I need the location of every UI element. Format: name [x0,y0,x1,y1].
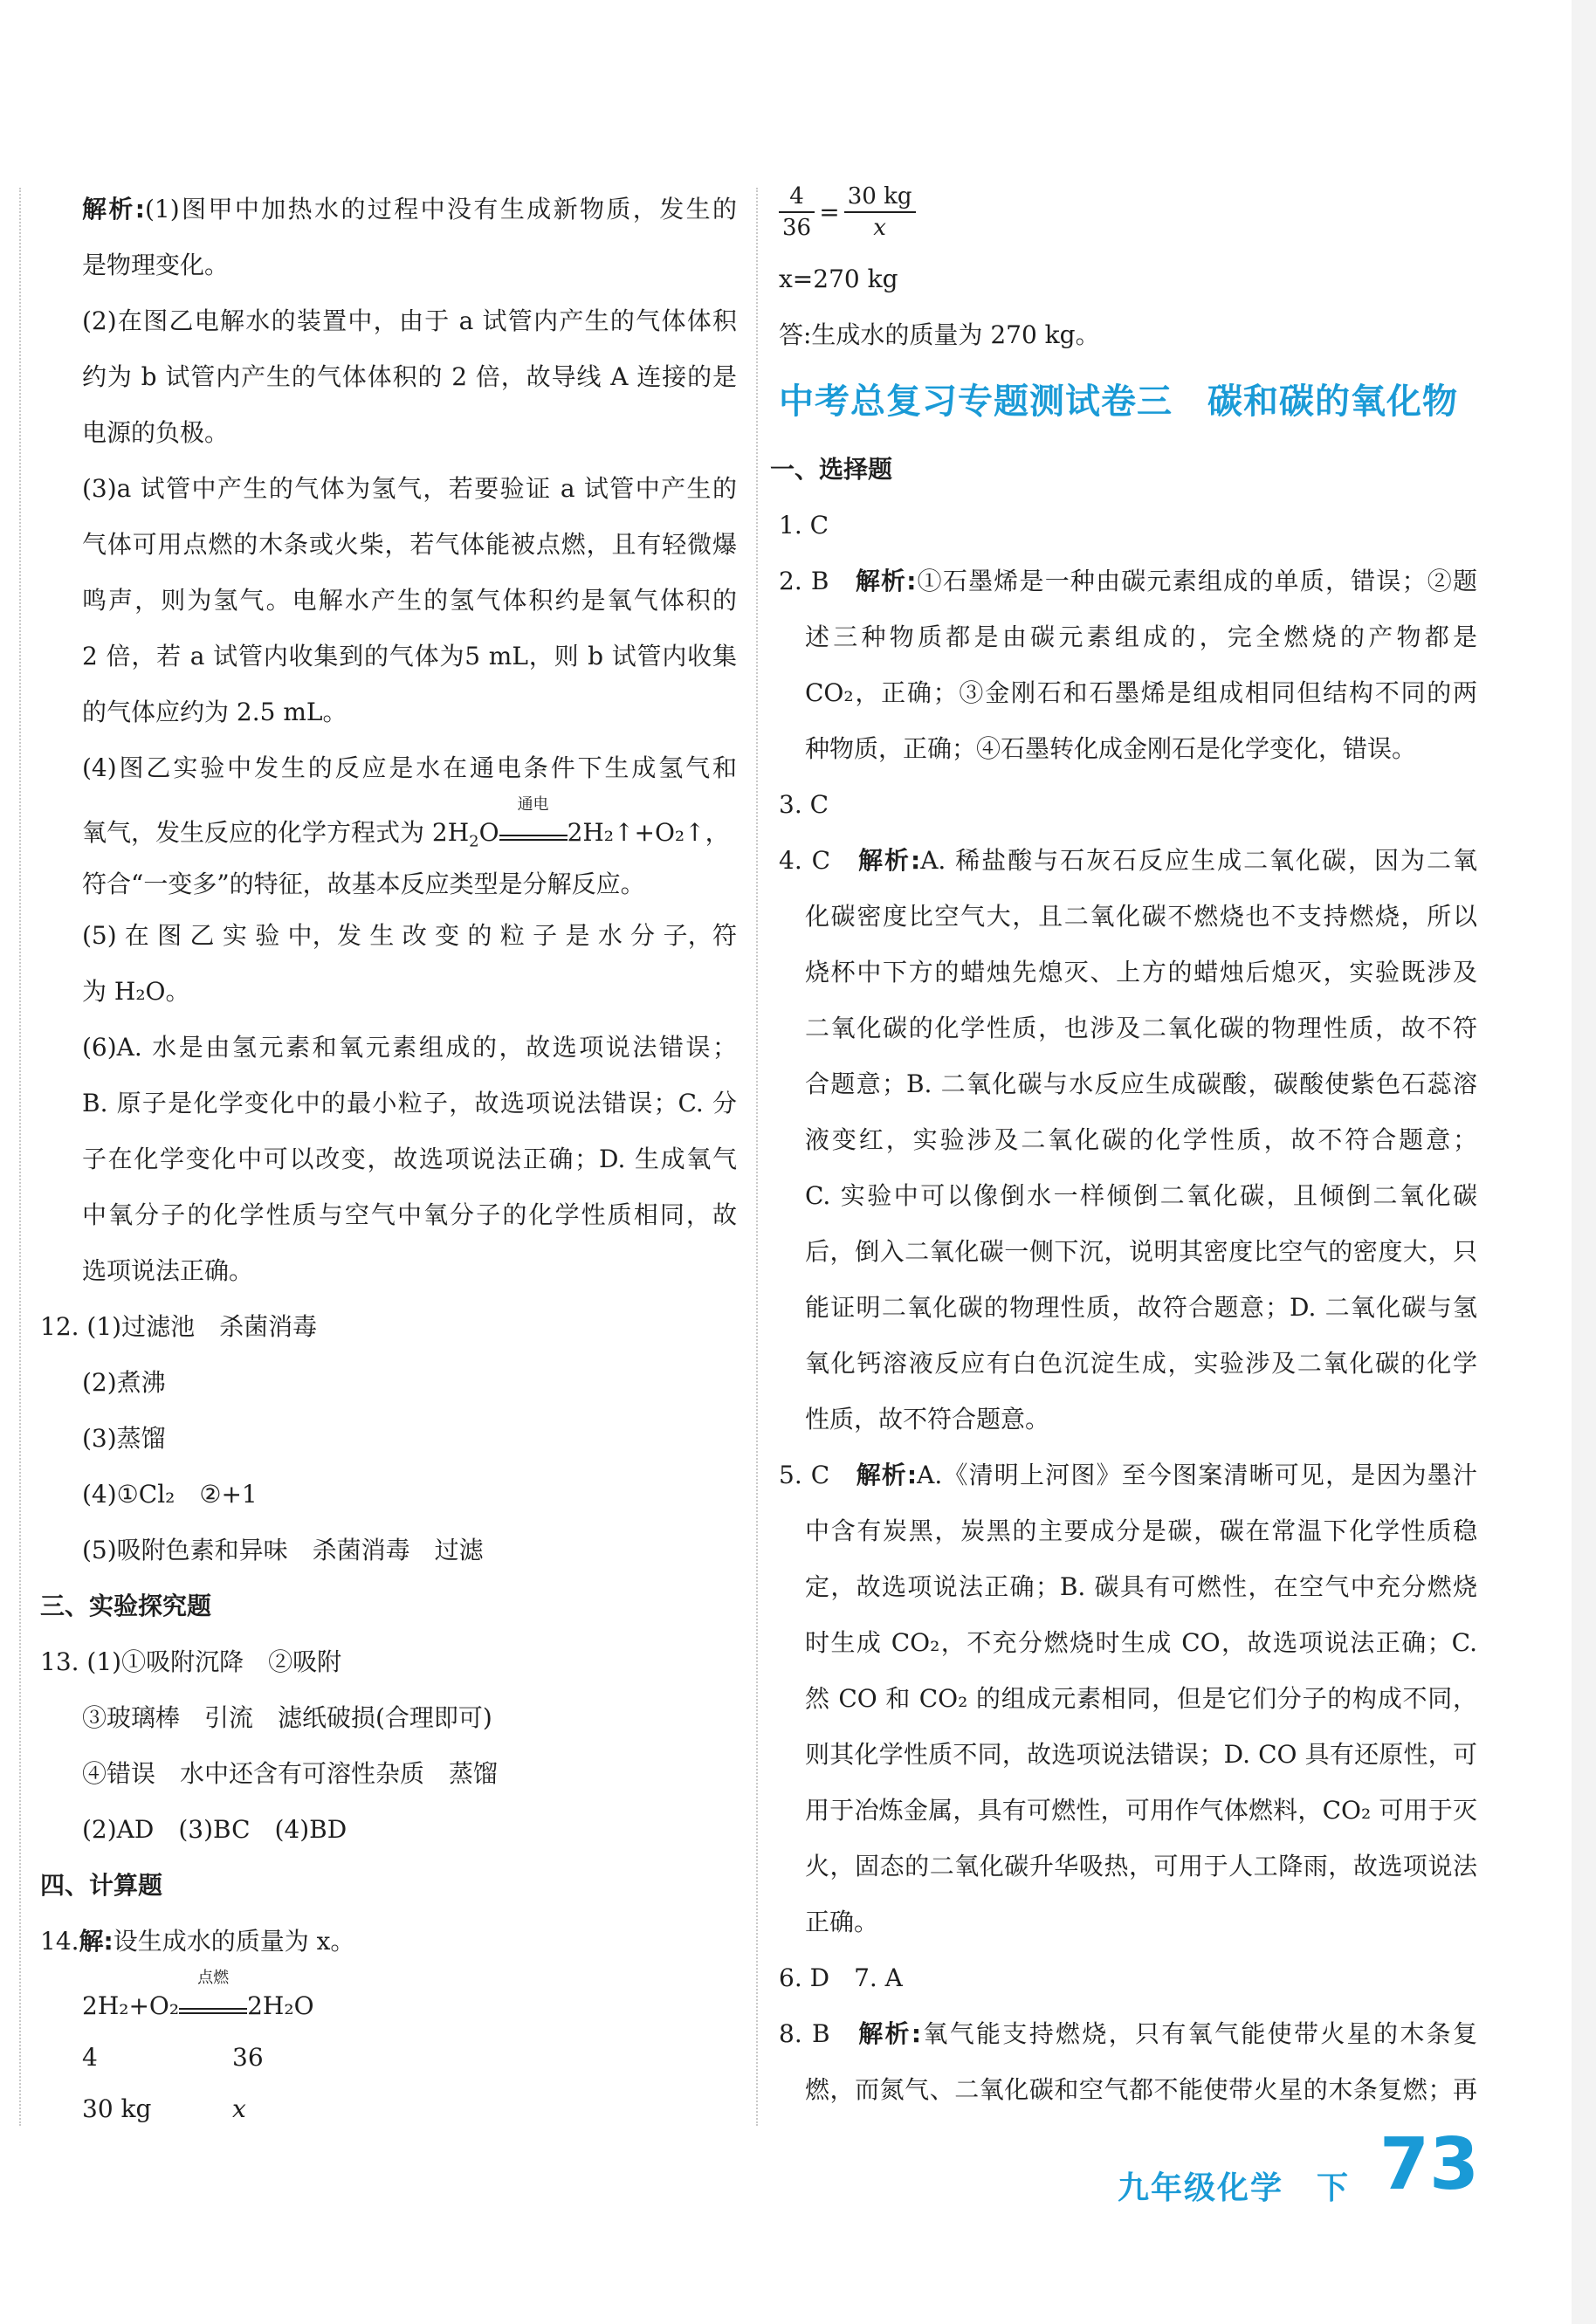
answer-1: 1. C [779,511,829,540]
ratio-row: 4 36 [82,2043,264,2072]
section-heading: 三、实验探究题 [40,1592,212,1620]
text-line: 液变红，实验涉及二氧化碳的化学性质，故不符合题意； [805,1125,1477,1154]
text-line: 烧杯中下方的蜡烛先熄灭、上方的蜡烛后熄灭，实验既涉及 [805,958,1477,987]
answer-3: 3. C [779,790,829,819]
text-line: 后，倒入二氧化碳一侧下沉，说明其密度比空气的密度大，只 [805,1237,1477,1266]
text-line: 定，故选项说法正确；B. 碳具有可燃性，在空气中充分燃烧 [805,1572,1477,1601]
text-line: 然 CO 和 CO₂ 的组成元素相同，但是它们分子的构成不同， [805,1684,1477,1713]
text-line: 能证明二氧化碳的物理性质，故符合题意；D. 二氧化碳与氢 [805,1293,1477,1322]
page-edge-shadow [1572,0,1596,2324]
text-line: 则其化学性质不同，故选项说法错误；D. CO 具有还原性，可 [805,1740,1477,1769]
text-line: 约为 b 试管内产生的气体体积的 2 倍，故导线 A 连接的是 [82,362,737,391]
answer-8: 8. B 解析:氧气能支持燃烧，只有氧气能使带火星的木条复 [779,2019,1477,2048]
text-line: 气体可用点燃的木条或火柴，若气体能被点燃，且有轻微爆 [82,530,737,559]
equation-line: 2H₂+O₂ 点燃 2H₂O [82,1969,314,2020]
text-line: (5) 在 图 乙 实 验 中，发 生 改 变 的 粒 子 是 水 分 子，符 [82,921,737,950]
text-line: 电源的负极。 [82,418,230,447]
text-line: 是物理变化。 [82,251,230,279]
equation-line: 氧气，发生反应的化学方程式为 $2H_2O$ 通电 2H₂↑+O₂↑， [82,795,730,851]
answer-12-part: (2)煮沸 [82,1368,166,1397]
answer-12-part: (3)蒸馏 [82,1424,166,1453]
section-heading: 四、计算题 [40,1871,163,1900]
answer-4: 4. C 解析:A. 稀盐酸与石灰石反应生成二氧化碳，因为二氧 [779,846,1477,875]
reaction-condition-arrow: 点燃 [179,1996,247,2014]
answer-2: 2. B 解析:①石墨烯是一种由碳元素组成的单质，错误；②题 [779,567,1477,595]
text-line: B. 原子是化学变化中的最小粒子，故选项说法错误；C. 分 [82,1089,737,1117]
section-heading: 一、选择题 [770,455,893,484]
text-line: 火，固态的二氧化碳升华吸热，可用于人工降雨，故选项说法 [805,1852,1477,1881]
ratio-row: 30 kg x [82,2094,246,2123]
page-number: 73 [1379,2123,1480,2206]
text-line: (2)在图乙电解水的装置中，由于 a 试管内产生的气体体积 [82,306,737,335]
text-line: 中含有炭黑，炭黑的主要成分是碳，碳在常温下化学性质稳 [805,1516,1477,1545]
right-column-answers [770,442,1477,2118]
text-line: 化碳密度比空气大，且二氧化碳不燃烧也不支持燃烧，所以 [805,902,1477,931]
text-line: 中氧分子的化学性质与空气中氧分子的化学性质相同，故 [82,1200,737,1229]
text-line: 合题意；B. 二氧化碳与水反应生成碳酸，碳酸使紫色石蕊溶 [805,1069,1477,1098]
text-line: 性质，故不符合题意。 [805,1405,1050,1434]
reaction-condition-arrow: 通电 [499,822,568,841]
text-line: 燃，而氮气、二氧化碳和空气都不能使带火星的木条复燃；再 [805,2075,1477,2104]
text-line: 氧化钙溶液反应有白色沉淀生成，实验涉及二氧化碳的化学 [805,1349,1477,1378]
left-margin-dotted-line [19,188,21,2126]
right-column [779,182,1477,363]
text-line: 2 倍，若 a 试管内收集到的气体为5 mL，则 b 试管内收集 [82,642,737,670]
text-line: 鸣声，则为氢气。电解水产生的氢气体积约是氧气体积的 [82,586,737,615]
section-title: 中考总复习专题测试卷三 碳和碳的氧化物 [779,382,1458,422]
answer-14: 14.解:设生成水的质量为 x。 [40,1927,355,1956]
proportion-equation: $\frac{4}{36}$ = $\frac{30 kg}{x}$ [779,182,1477,251]
text-line: 的气体应约为 2.5 mL。 [82,698,347,726]
answer-13-part: (2)AD (3)BC (4)BD [82,1815,347,1844]
page-footer [1118,2123,1484,2211]
answer-13: 13. (1)①吸附沉降 ②吸附 [40,1647,342,1676]
result-line: x=270 kg [779,265,898,293]
analysis-label: 解析: [82,195,145,223]
answer-6-7: 6. D 7. A [779,1963,903,1992]
grade-subject-label: 九年级化学 下 [1118,2170,1351,2206]
answer-13-part: ③玻璃棒 引流 滤纸破损(合理即可) [82,1703,492,1732]
text-line: 用于冶炼金属，具有可燃性，可用作气体燃料，CO₂ 可用于灭 [805,1796,1477,1825]
text-line: 为 H₂O。 [82,977,190,1006]
text-line: 子在化学变化中可以改变，故选项说法正确；D. 生成氧气 [82,1145,737,1173]
text-line: (3)a 试管中产生的气体为氢气，若要验证 a 试管中产生的 [82,474,737,503]
answer-12-part: (4)①Cl₂ ②+1 [82,1480,258,1509]
text-line: 种物质，正确；④石墨转化成金刚石是化学变化，错误。 [805,734,1417,763]
text-line: 述三种物质都是由碳元素组成的，完全燃烧的产物都是 [805,622,1477,651]
text-line: 选项说法正确。 [82,1256,254,1285]
text-line: (4)图乙实验中发生的反应是水在通电条件下生成氢气和 [82,753,737,782]
answer-13-part: ④错误 水中还含有可溶性杂质 蒸馏 [82,1759,499,1788]
left-column [40,182,737,2137]
text-line: (6)A. 水是由氢元素和氧元素组成的，故选项说法错误； [82,1033,737,1062]
text-line: 解析:(1)图甲中加热水的过程中没有生成新物质，发生的 [82,195,737,223]
answer-5: 5. C 解析:A.《清明上河图》至今图案清晰可见，是因为墨汁 [779,1461,1477,1489]
answer-12: 12. (1)过滤池 杀菌消毒 [40,1312,318,1341]
text-line: 符合“一变多”的特征，故基本反应类型是分解反应。 [82,870,645,898]
text-line: 正确。 [805,1908,879,1936]
text-line: 二氧化碳的化学性质，也涉及二氧化碳的物理性质，故不符 [805,1014,1477,1042]
text-line: CO₂，正确；③金刚石和石墨烯是组成相同但结构不同的两 [805,678,1477,707]
answer-line: 答:生成水的质量为 270 kg。 [779,320,1100,349]
text-line: C. 实验中可以像倒水一样倾倒二氧化碳，且倾倒二氧化碳 [805,1181,1477,1210]
answer-12-part: (5)吸附色素和异味 杀菌消毒 过滤 [82,1536,484,1564]
column-divider-dotted-line [756,188,758,2126]
text-line: 时生成 CO₂，不充分燃烧时生成 CO，故选项说法正确；C. [805,1628,1477,1657]
